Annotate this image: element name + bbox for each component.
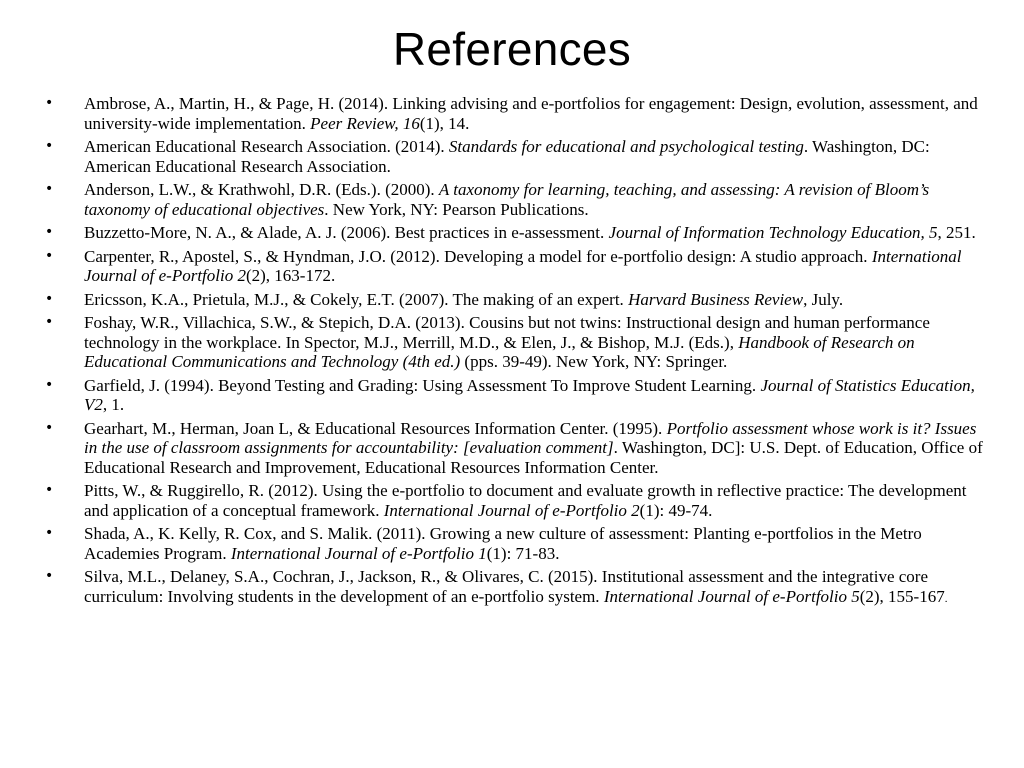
list-item [0, 313, 1024, 372]
reference-text: Silva, M.L., Delaney, S.A., Cochran, J., Jackson, R., & Olivares, C. (2015). Institutional assessment and the integrative core curriculum: Involving students in the development of an e-portfolio system. [84, 567, 929, 606]
reference-text: American Educational Research Association. (2014). [84, 137, 449, 156]
reference-text: Anderson, L.W., & Krathwohl, D.R. (Eds.). (2000). [84, 180, 439, 199]
reference-source: Journal of Statistics Education, V2 [84, 375, 975, 414]
bullet-icon: • [45, 138, 54, 154]
reference-source: Portfolio assessment whose work is it? Issues in the use of classroom assignments for accountability: [evaluation comment] [84, 418, 977, 457]
reference-details: . New York, NY: Pearson Publications. [324, 199, 589, 219]
reference-text: Gearhart, M., Herman, Joan L, & Educational Resources Information Center. (1995). [84, 418, 667, 438]
reference-source: Standards for educational and psychological testing [448, 137, 804, 156]
reference-list [0, 94, 1024, 613]
list-item [0, 567, 1024, 609]
bullet-icon: • [45, 482, 54, 498]
list-item [0, 376, 1024, 415]
reference-details: (1): 71-83. [486, 543, 560, 563]
bullet-icon: • [45, 247, 54, 264]
bullet-icon: • [45, 95, 54, 111]
reference-text: Carpenter, R., Apostel, S., & Hyndman, J.O. (2012). Developing a model for e-portfolio design: A studio approach. [84, 246, 872, 266]
reference-text: Foshay, W.R., Villachica, S.W., & Stepich, D.A. (2013). Cousins but not twins: Instructional design and human performance technology in the workplace. In Spector, M.J., Merrill, M.D., & Elen, J., & Bishop, M.J. (Eds.), [84, 313, 930, 352]
reference-details: (pps. 39-49). New York, NY: Springer. [460, 352, 728, 371]
reference-text: Shada, A., K. Kelly, R. Cox, and S. Malik. (2011). Growing a new culture of assessment: Planting e-portfolios in the Metro Academies Program. [84, 524, 922, 563]
reference-text: Ambrose, A., Martin, H., & Page, H. (2014). Linking advising and e-portfolios for engagement: Design, evolution, assessment, and university-wide implementation. [84, 94, 978, 133]
reference-details: (2), 155-167 [859, 586, 945, 606]
reference-suffix: . [944, 592, 948, 605]
bullet-icon: • [45, 290, 54, 307]
bullet-icon: • [45, 568, 54, 584]
list-item [0, 94, 1024, 133]
list-item [0, 419, 1024, 478]
reference-details: . Washington, DC]: U.S. Dept. of Education, Office of Educational Research and Improvement, Educational Resources Information Center. [84, 438, 983, 477]
reference-details: (2), 163-172. [245, 266, 336, 285]
list-item [0, 481, 1024, 520]
reference-source: Peer Review, 16 [310, 113, 420, 133]
list-item [0, 247, 1024, 286]
reference-details: (1): 49-74. [639, 500, 713, 520]
reference-source: International Journal of e-Portfolio 1 [230, 543, 487, 563]
reference-source: A taxonomy for learning, teaching, and assessing: A revision of Bloom’s taxonomy of educational objectives [84, 180, 930, 219]
bullet-icon: • [45, 525, 54, 541]
reference-text: Pitts, W., & Ruggirello, R. (2012). Using the e-portfolio to document and evaluate growth in reflective practice: The development and application of a conceptual framework. [84, 481, 967, 520]
list-item [0, 223, 1024, 243]
reference-details: (1), 14. [419, 113, 470, 133]
reference-source: International Journal of e-Portfolio 2 [84, 246, 962, 285]
reference-source: International Journal of e-Portfolio 5 [603, 586, 860, 606]
bullet-icon: • [45, 224, 54, 240]
reference-details: . Washington, DC: American Educational Research Association. [84, 137, 930, 176]
reference-source: Harvard Business Review [628, 289, 804, 309]
reference-text: Ericsson, K.A., Prietula, M.J., & Cokely, E.T. (2007). The making of an expert. [84, 289, 629, 309]
reference-details: , 251. [937, 223, 976, 242]
list-item [0, 290, 1024, 310]
list-item [0, 180, 1024, 219]
bullet-icon: • [45, 376, 54, 393]
reference-text: Garfield, J. (1994). Beyond Testing and Grading: Using Assessment To Improve Student Learning. [84, 375, 761, 395]
bullet-icon: • [45, 181, 54, 197]
reference-text: Buzzetto-More, N. A., & Alade, A. J. (2006). Best practices in e-assessment. [84, 223, 609, 242]
reference-details: , 1. [102, 395, 125, 414]
bullet-icon: • [45, 419, 54, 436]
list-item [0, 524, 1024, 563]
reference-details: , July. [803, 289, 844, 309]
list-item [0, 137, 1024, 176]
reference-source: Journal of Information Technology Education, 5 [608, 223, 938, 242]
reference-source: Handbook of Research on Educational Communications and Technology (4th ed.) [84, 332, 915, 371]
bullet-icon: • [45, 314, 54, 330]
reference-source: International Journal of e-Portfolio 2 [383, 500, 640, 520]
page-title: References [392, 23, 632, 75]
